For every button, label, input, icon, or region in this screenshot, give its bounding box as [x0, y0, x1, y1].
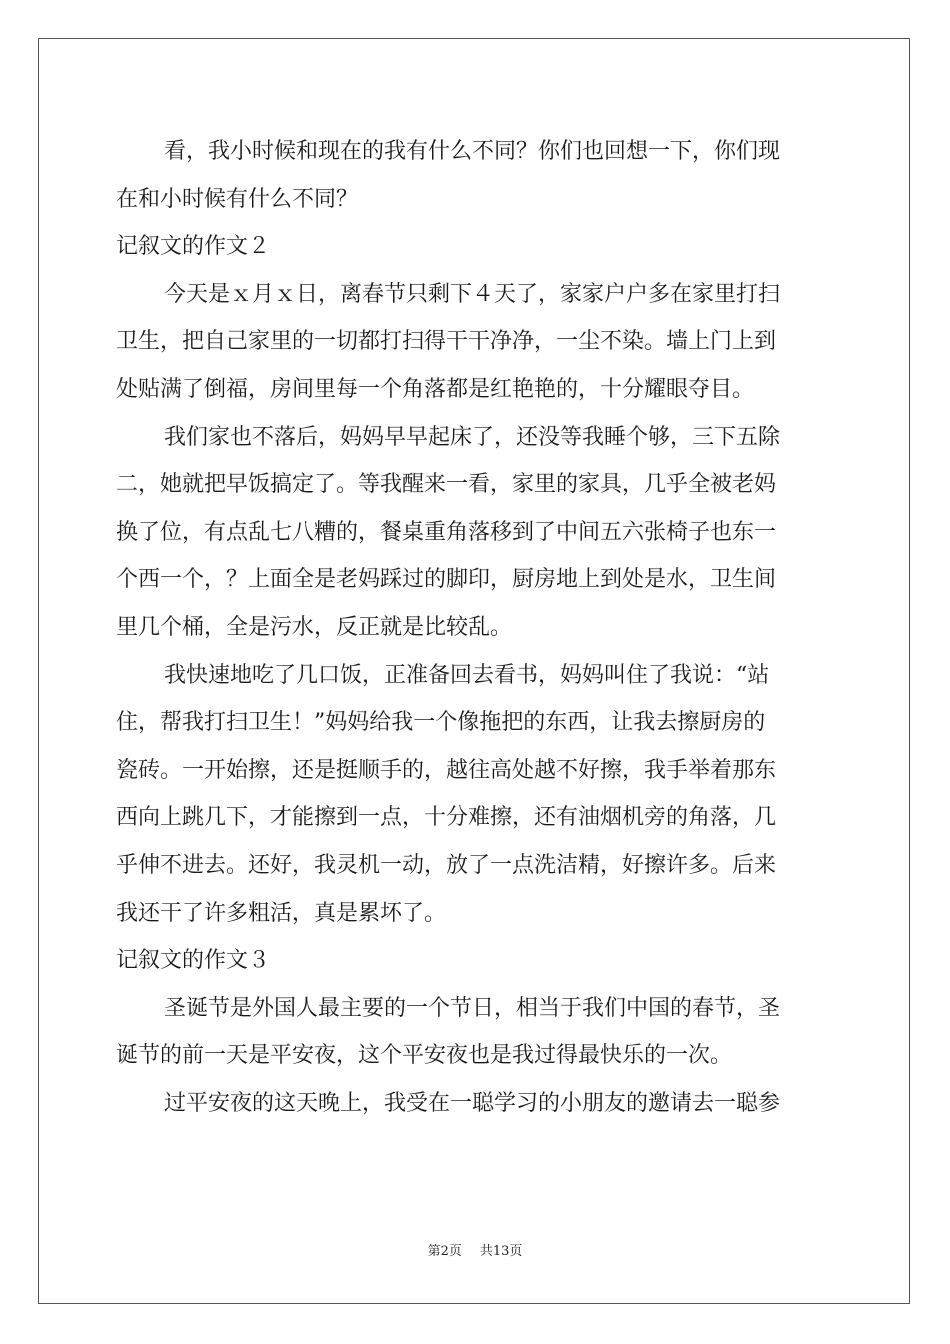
paragraph-line: 今天是ｘ月ｘ日，离春节只剩下４天了，家家户户多在家里打扫 [164, 281, 781, 307]
paragraph-line: 我们家也不落后，妈妈早早起床了，还没等我睡个够，三下五除 [164, 424, 781, 450]
paragraph-line: 看，我小时候和现在的我有什么不同？你们也回想一下，你们现 [164, 139, 781, 164]
paragraph-line: 西向上跳几下，才能擦到一点，十分难擦，还有油烟机旁的角落，几 [116, 805, 777, 831]
paragraph-line: 诞节的前一天是平安夜，这个平安夜也是我过得最快乐的一次。 [116, 1043, 733, 1069]
paragraph-line: 处贴满了倒福，房间里每一个角落都是红艳艳的，十分耀眼夺目。 [116, 376, 755, 402]
paragraph-line: 二，她就把早饭搞定了。等我醒来一看，家里的家具，几乎全被老妈 [116, 472, 777, 498]
paragraph-line: 乎伸不进去。还好，我灵机一动，放了一点洗洁精，好擦许多。后来 [116, 852, 777, 878]
paragraph-line: 卫生，把自己家里的一切都打扫得干干净净，一尘不染。墙上门上到 [116, 329, 777, 355]
document-body [116, 128, 836, 1127]
page-total: 共13页 [479, 1244, 523, 1259]
paragraph-line: 里几个桶，全是污水，反正就是比较乱。 [116, 614, 513, 640]
paragraph-line: 在和小时候有什么不同？ [116, 186, 359, 212]
page-footer [0, 1240, 950, 1259]
section-heading: 记叙文的作文３ [116, 948, 271, 974]
page-number: 第2页 [427, 1244, 462, 1259]
paragraph-line: 瓷砖。一开始擦，还是挺顺手的，越往高处越不好擦，我手举着那东 [116, 757, 777, 783]
paragraph-line: 住，帮我打扫卫生！”妈妈给我一个像拖把的东西，让我去擦厨房的 [116, 710, 766, 736]
paragraph-line: 圣诞节是外国人最主要的一个节日，相当于我们中国的春节，圣 [164, 995, 781, 1021]
paragraph-line: 我快速地吃了几口饭，正准备回去看书，妈妈叫住了我说：“站 [164, 662, 770, 688]
paragraph-line: 个西一个，？上面全是老妈踩过的脚印，厨房地上到处是水，卫生间 [116, 567, 777, 593]
section-heading: 记叙文的作文２ [116, 234, 271, 260]
paragraph-line: 我还干了许多粗活，真是累坏了。 [116, 900, 447, 926]
paragraph-line: 换了位，有点乱七八糟的，餐桌重角落移到了中间五六张椅子也东一 [116, 519, 777, 545]
paragraph-line: 过平安夜的这天晚上，我受在一聪学习的小朋友的邀请去一聪参 [164, 1090, 781, 1116]
